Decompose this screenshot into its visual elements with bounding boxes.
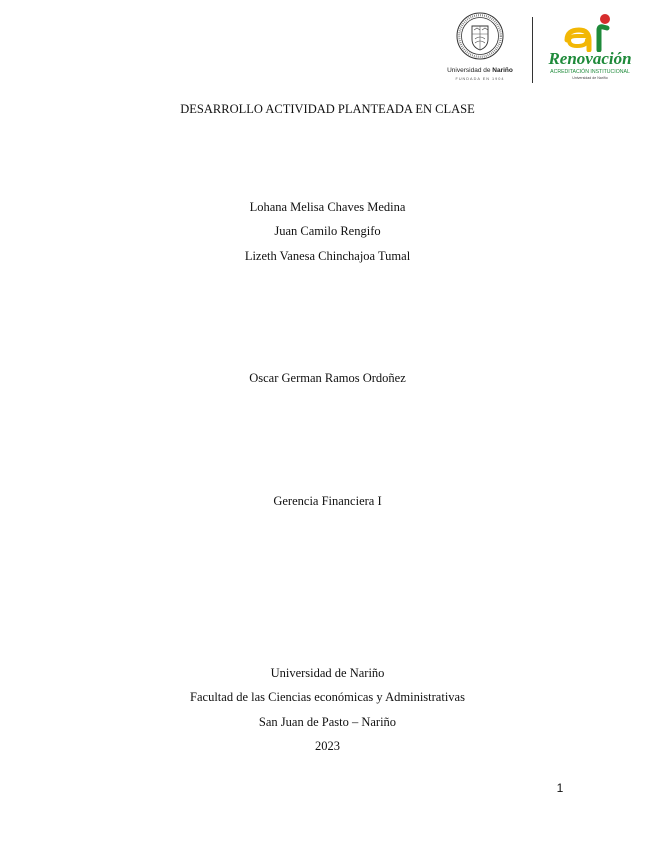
university-seal-icon (456, 12, 504, 60)
author-name: Juan Camilo Rengifo (274, 224, 381, 238)
university-logo-motto: FUNDADA EN 1904 (455, 77, 505, 81)
instructor-name: Oscar German Ramos Ordoñez (249, 371, 406, 385)
page-number: 1 (556, 781, 564, 795)
university-name: Universidad de Nariño (270, 666, 385, 680)
author-name: Lohana Melisa Chaves Medina (249, 200, 406, 214)
accreditation-word: Renovación (548, 49, 632, 68)
ai-mark-icon (563, 12, 615, 52)
accreditation-logo (540, 12, 640, 84)
university-logo-name: Universidad de Nariño (447, 67, 513, 74)
document-year: 2023 (315, 739, 340, 753)
author-name: Lizeth Vanesa Chinchajoa Tumal (244, 249, 411, 263)
logo-divider (532, 17, 533, 83)
city-name: San Juan de Pasto – Nariño (258, 715, 397, 729)
accreditation-subtitle: ACREDITACIÓN INSTITUCIONAL (550, 69, 630, 75)
course-name: Gerencia Financiera I (273, 494, 382, 508)
university-logo (440, 12, 520, 84)
document-title: DESARROLLO ACTIVIDAD PLANTEADA EN CLASE (180, 102, 475, 116)
faculty-name: Facultad de las Ciencias económicas y Administrativas (190, 690, 465, 704)
accreditation-subtitle-2: Universidad de Nariño (572, 76, 608, 80)
